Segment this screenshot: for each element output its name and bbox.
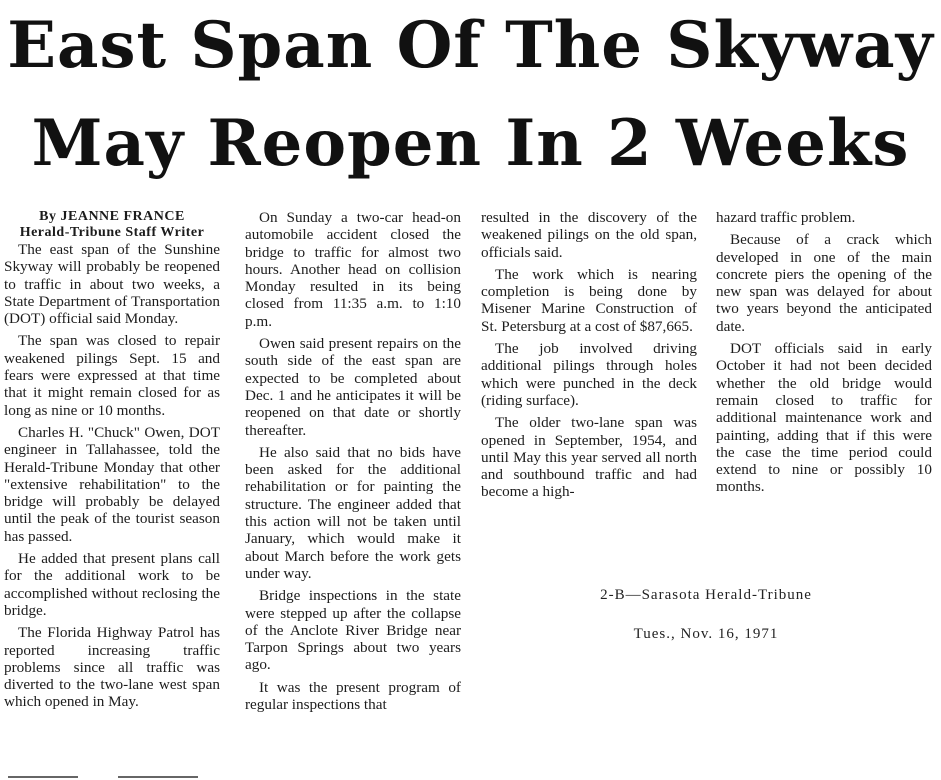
paragraph: The job involved driving additional pilings through holes which were punched in the deck (riding surface). [481,340,697,409]
article-column-3 [481,209,697,501]
paragraph: The older two-lane span was opened in September, 1954, and until May this year served all north and southbound traffic and had become a high- [481,414,697,501]
paragraph: The Florida Highway Patrol has reported increasing traffic problems since all traffic was diverted to the two-lane west span which opened in May. [4,624,220,711]
paragraph: It was the present program of regular inspections that [245,678,461,714]
byline-author: By JEANNE FRANCE [39,209,185,224]
paragraph: Because of a crack which developed in one of the main concrete piers the opening of the new span was delayed for about two years beyond the anticipated date. [716,231,932,335]
newspaper-credit: 2-B—Sarasota Herald-Tribune [600,587,812,603]
paragraph: On Sunday a two-car head-on automobile accident closed the bridge to traffic for almost two hours. Another head on collision Monday resulted in its being closed from 11:35 a.m. to 1:10 p.m. [245,209,461,330]
article-column-4 [716,209,932,496]
paragraph: Bridge inspections in the state were stepped up after the collapse of the Anclote River Bridge near Tarpon Springs about two years ago. [245,587,461,674]
bottom-rule [118,776,198,778]
paragraph: He added that present plans call for the additional work to be accomplished without reclosing the bridge. [4,550,220,619]
headline-line-1: East Span Of The Skyway [7,8,934,83]
paragraph: Owen said present repairs on the south side of the east span are expected to be completed about Dec. 1 and he anticipates it will be reopened on that date or shortly thereafter. [245,335,461,439]
article-column-2 [245,209,461,713]
paragraph: The span was closed to repair weakened pilings Sept. 15 and fears were expressed at that time that it might remain closed for as long as nine or 10 months. [4,332,220,419]
paragraph: He also said that no bids have been asked for the additional rehabilitation or for painting the structure. The engineer added that this action will not be taken until January, which would make it about March before the work gets under way. [245,443,461,582]
publication-date: Tues., Nov. 16, 1971 [633,626,779,642]
paragraph: hazard traffic problem. [716,209,856,226]
article-column-1 [4,209,220,711]
headline-line-2: May Reopen In 2 Weeks [31,106,910,181]
paragraph: The east span of the Sunshine Skyway will probably be reopened to traffic in about two weeks, a State Department of Transportation (DOT) official said Monday. [4,241,220,328]
paragraph: The work which is nearing completion is being done by Misener Marine Construction of St. Petersburg at a cost of $87,665. [481,265,697,335]
paragraph: Charles H. "Chuck" Owen, DOT engineer in Tallahassee, told the Herald-Tribune Monday that other "extensive rehabilitation" to the bridge will probably be delayed until the peak of the tourist season has passed. [4,423,220,545]
bottom-rule [8,776,78,778]
byline-role: Herald-Tribune Staff Writer [19,225,205,240]
paragraph: resulted in the discovery of the weakened pilings on the old span, officials said. [481,209,697,261]
paragraph: DOT officials said in early October it had not been decided whether the old bridge would remain closed to traffic for additional maintenance work and painting, adding that if this were the case the time period could extend to nine or possibly 10 months. [716,340,932,496]
